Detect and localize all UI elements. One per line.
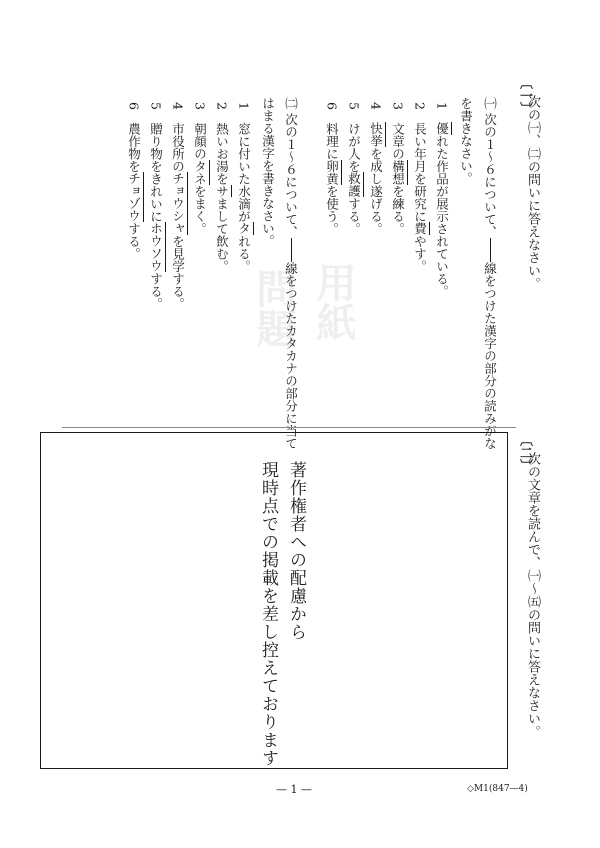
part-2-item: [171, 102, 184, 310]
item-number: 5: [148, 102, 164, 110]
item-target: ホウソウ: [148, 222, 164, 273]
item-number: 6: [324, 102, 340, 110]
item-number: 6: [126, 102, 142, 110]
item-target: チョウシャ: [170, 172, 186, 235]
item-text: けが人を: [346, 122, 362, 173]
item-text: を練る。: [390, 184, 406, 235]
item-number: 4: [170, 102, 186, 110]
item-number: 3: [390, 102, 406, 110]
section-2-mark: 〔二〕: [517, 433, 532, 472]
section-divider: [62, 427, 516, 428]
part-2-instruction-cont: はまる漢字を書きなさい。: [260, 97, 276, 247]
document-code: ◇M1(847—4): [467, 784, 528, 794]
copyright-notice-line-2: 現時点での掲載を差し控えております: [258, 461, 278, 767]
part-2-item: [193, 102, 206, 235]
item-text: 窓に付いた水滴が: [236, 122, 252, 223]
item-text: 市役所の: [170, 122, 186, 173]
part-1-instruction-cont: を書きなさい。: [458, 97, 474, 185]
show-through-text: [308, 262, 358, 342]
part-1-item: [369, 102, 382, 235]
item-number: 2: [214, 102, 230, 110]
part-2-mark: ㈡: [283, 97, 299, 110]
item-text: を見学する。: [170, 234, 186, 310]
item-target: 快挙: [368, 122, 384, 148]
copyright-notice-line-1: 著作権者への配慮から: [286, 461, 306, 641]
section-1-mark: 〔一〕: [517, 76, 532, 115]
part-1-item: [413, 102, 426, 272]
show-through-char: 題: [250, 308, 297, 348]
item-target: サ: [214, 184, 230, 198]
item-number: 2: [412, 102, 428, 110]
item-number: 1: [434, 102, 450, 110]
item-number: 4: [368, 102, 384, 110]
page-number: — 1 —: [276, 783, 312, 796]
part-2-instruction-tail: 線をつけたカタカナの部分に当て: [283, 262, 299, 450]
item-target: 費: [412, 222, 428, 235]
item-target: チョゾウ: [126, 172, 142, 223]
part-1-instruction-lead: 次の１～６について、: [482, 113, 498, 238]
item-target: タ: [236, 222, 252, 235]
item-text: 熱いお湯を: [214, 122, 230, 185]
item-target: 構想: [390, 159, 406, 185]
part-2-item: [215, 102, 228, 272]
part-2-item: [127, 102, 140, 260]
part-1-mark: ㈠: [482, 97, 498, 110]
item-text: する。: [346, 197, 362, 235]
part-2-instruction: [284, 113, 297, 450]
item-text: れる。: [236, 234, 252, 273]
part-1-instruction-tail: 線をつけた漢字の部分の読みがな: [482, 262, 498, 450]
item-text: をまく。: [192, 184, 208, 235]
item-text: を成し遂げる。: [368, 147, 384, 235]
part-1-item: [391, 102, 404, 235]
item-text: を使う。: [324, 184, 340, 235]
item-target: タネ: [192, 159, 208, 185]
item-text: 贈り物をきれいに: [148, 122, 164, 223]
part-1-item: [435, 102, 448, 297]
part-2-item: [149, 102, 162, 310]
part-2-item: [237, 102, 250, 272]
part-1-instruction: [483, 113, 496, 450]
underline-sample: [290, 238, 292, 262]
item-text: 長い年月を研究に: [412, 122, 428, 223]
section-2-instruction: 次の文章を読んで、㈠～㈤の問いに答えなさい。: [525, 452, 540, 738]
part-2-instruction-lead: 次の１～６について、: [283, 113, 299, 238]
item-number: 5: [346, 102, 362, 110]
item-text: 料理に: [324, 122, 340, 160]
item-target: 優: [434, 122, 450, 135]
show-through-char: 用: [310, 262, 357, 302]
underline-sample: [489, 238, 491, 262]
item-target: 救護: [346, 172, 362, 198]
item-text: する。: [126, 222, 142, 260]
show-through-char: 紙: [310, 302, 357, 342]
item-text: 農作物を: [126, 122, 142, 173]
item-text: まして飲む。: [214, 197, 230, 273]
item-number: 1: [236, 102, 252, 110]
item-number: 3: [192, 102, 208, 110]
part-1-item: [347, 102, 360, 235]
show-through-char: 問: [250, 268, 297, 308]
item-text: する。: [148, 272, 164, 310]
part-1-item: [325, 102, 338, 235]
item-target: 卵黄: [324, 159, 340, 185]
item-text: 朝顔の: [192, 122, 208, 160]
item-text: れた作品が展示されている。: [434, 134, 450, 298]
item-text: 文章の: [390, 122, 406, 160]
section-1-instruction: 次の㈠、㈡の問いに答えなさい。: [525, 95, 540, 290]
item-text: やす。: [412, 234, 428, 273]
